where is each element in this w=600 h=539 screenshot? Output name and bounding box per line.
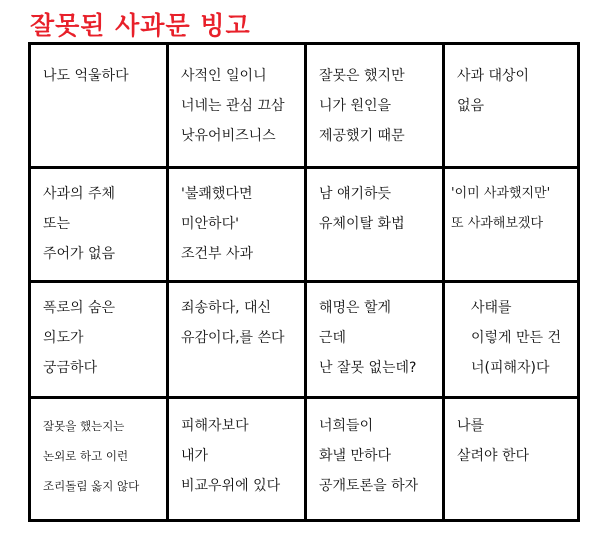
bingo-cell bbox=[169, 399, 307, 519]
cell-text: 논외로 하고 이런 bbox=[43, 449, 129, 463]
cell-text: 화낼 만하다 bbox=[319, 448, 392, 464]
bingo-cell bbox=[307, 283, 445, 399]
cell-text: 남 얘기하듯 bbox=[319, 186, 392, 202]
cell-text: 비교우위에 있다 bbox=[181, 478, 281, 494]
cell-text: 공개토론을 하자 bbox=[319, 478, 419, 494]
cell-text: 유체이탈 화법 bbox=[319, 216, 405, 232]
cell-text: 살려야 한다 bbox=[457, 448, 530, 464]
bingo-grid bbox=[28, 42, 580, 522]
cell-text: '이미 사과했지만' bbox=[451, 186, 551, 201]
bingo-cell bbox=[307, 399, 445, 519]
cell-text: 너희들이 bbox=[319, 418, 374, 434]
cell-text: 피해자보다 bbox=[181, 418, 249, 434]
bingo-cell bbox=[307, 45, 445, 169]
bingo-cell bbox=[31, 283, 169, 399]
cell-text: 사과 대상이 bbox=[457, 68, 530, 84]
bingo-cell bbox=[31, 399, 169, 519]
cell-text: 근데 bbox=[319, 330, 347, 346]
cell-text: 또는 bbox=[43, 216, 71, 232]
cell-text: 조리돌림 옳지 않다 bbox=[43, 479, 140, 493]
cell-text: 너(피해자)다 bbox=[471, 360, 550, 376]
cell-text: 해명은 할게 bbox=[319, 300, 392, 316]
cell-text: 죄송하다, 대신 bbox=[181, 300, 272, 316]
bingo-cell bbox=[445, 45, 577, 169]
page-title: 잘못된 사과문 빙고 bbox=[30, 11, 251, 40]
cell-text: 유감이다,를 쓴다 bbox=[181, 330, 285, 346]
cell-text: 조건부 사과 bbox=[181, 246, 254, 262]
bingo-cell bbox=[445, 169, 577, 283]
cell-text: 잘못은 했지만 bbox=[319, 68, 405, 84]
cell-text: 없음 bbox=[457, 98, 485, 114]
cell-text: 너네는 관심 끄삼 bbox=[181, 98, 285, 114]
cell-text: 또 사과해보겠다 bbox=[451, 216, 544, 231]
cell-text: 잘못을 했는지는 bbox=[43, 419, 125, 433]
bingo-cell bbox=[169, 283, 307, 399]
cell-text: 이렇게 만든 건 bbox=[471, 330, 562, 346]
bingo-cell bbox=[445, 399, 577, 519]
cell-text: 나도 억울하다 bbox=[43, 68, 129, 84]
cell-text: 사과의 주체 bbox=[43, 186, 116, 202]
cell-text: 난 잘못 없는데? bbox=[319, 360, 417, 376]
bingo-cell bbox=[445, 283, 577, 399]
cell-text: 내가 bbox=[181, 448, 209, 464]
bingo-cell bbox=[307, 169, 445, 283]
bingo-cell bbox=[169, 45, 307, 169]
cell-text: 사적인 일이니 bbox=[181, 68, 267, 84]
cell-text: 사태를 bbox=[471, 300, 512, 316]
bingo-cell bbox=[31, 169, 169, 283]
cell-text: 나를 bbox=[457, 418, 485, 434]
bingo-cell bbox=[31, 45, 169, 169]
cell-text: 제공했기 때문 bbox=[319, 128, 405, 144]
cell-text: 의도가 bbox=[43, 330, 84, 346]
cell-text: '불쾌했다면 bbox=[181, 186, 253, 202]
cell-text: 폭로의 숨은 bbox=[43, 300, 116, 316]
bingo-cell bbox=[169, 169, 307, 283]
cell-text: 주어가 없음 bbox=[43, 246, 116, 262]
cell-text: 궁금하다 bbox=[43, 360, 98, 376]
cell-text: 낫유어비즈니스 bbox=[181, 128, 276, 144]
cell-text: 니가 원인을 bbox=[319, 98, 392, 114]
cell-text: 미안하다' bbox=[181, 216, 239, 232]
